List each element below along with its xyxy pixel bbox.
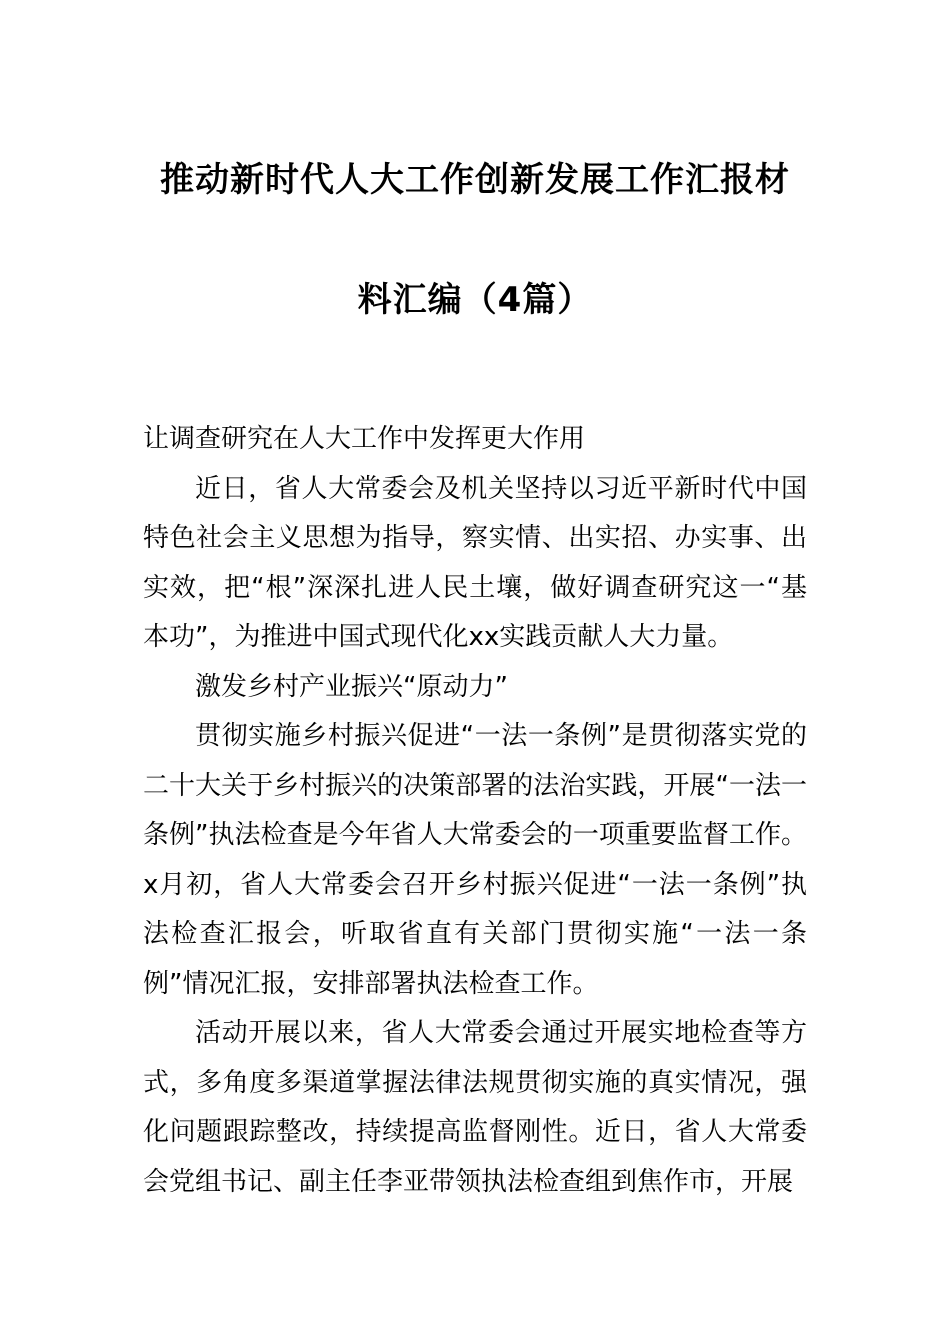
document-title-line-1: 推动新时代人大工作创新发展工作汇报材	[160, 160, 790, 200]
subheading-rural-industry: 激发乡村产业振兴“原动力”	[195, 671, 508, 702]
paragraph-1: 近日，省人大常委会及机关坚持以习近平新时代中国特色社会主义思想为指导，察实情、出实招、办实事、出实效，把“根”深深扎进人民土壤，做好调查研究这一“基本功”，为推进中国式现代化xx实践贡献人大力量。	[143, 473, 807, 652]
document-title-line-2: 料汇编（4篇）	[357, 280, 593, 320]
section-heading: 让调查研究在人大工作中发挥更大作用	[143, 424, 586, 454]
paragraph-2: 贯彻实施乡村振兴促进“一法一条例”是贯彻落实党的二十大关于乡村振兴的决策部署的法治实践，开展“一法一条例”执法检查是今年省人大常委会的一项重要监督工作。x月初，省人大常委会召开乡村振兴促进“一法一条例”执法检查汇报会，听取省直有关部门贯彻实施“一法一条例”情况汇报，安排部署执法检查工作。	[143, 721, 807, 999]
paragraph-3: 活动开展以来，省人大常委会通过开展实地检查等方式，多角度多渠道掌握法律法规贯彻实施的真实情况，强化问题跟踪整改，持续提高监督刚性。近日，省人大常委会党组书记、副主任李亚带领执法检查组到焦作市，开展	[143, 1018, 807, 1197]
document-body	[143, 415, 807, 1207]
